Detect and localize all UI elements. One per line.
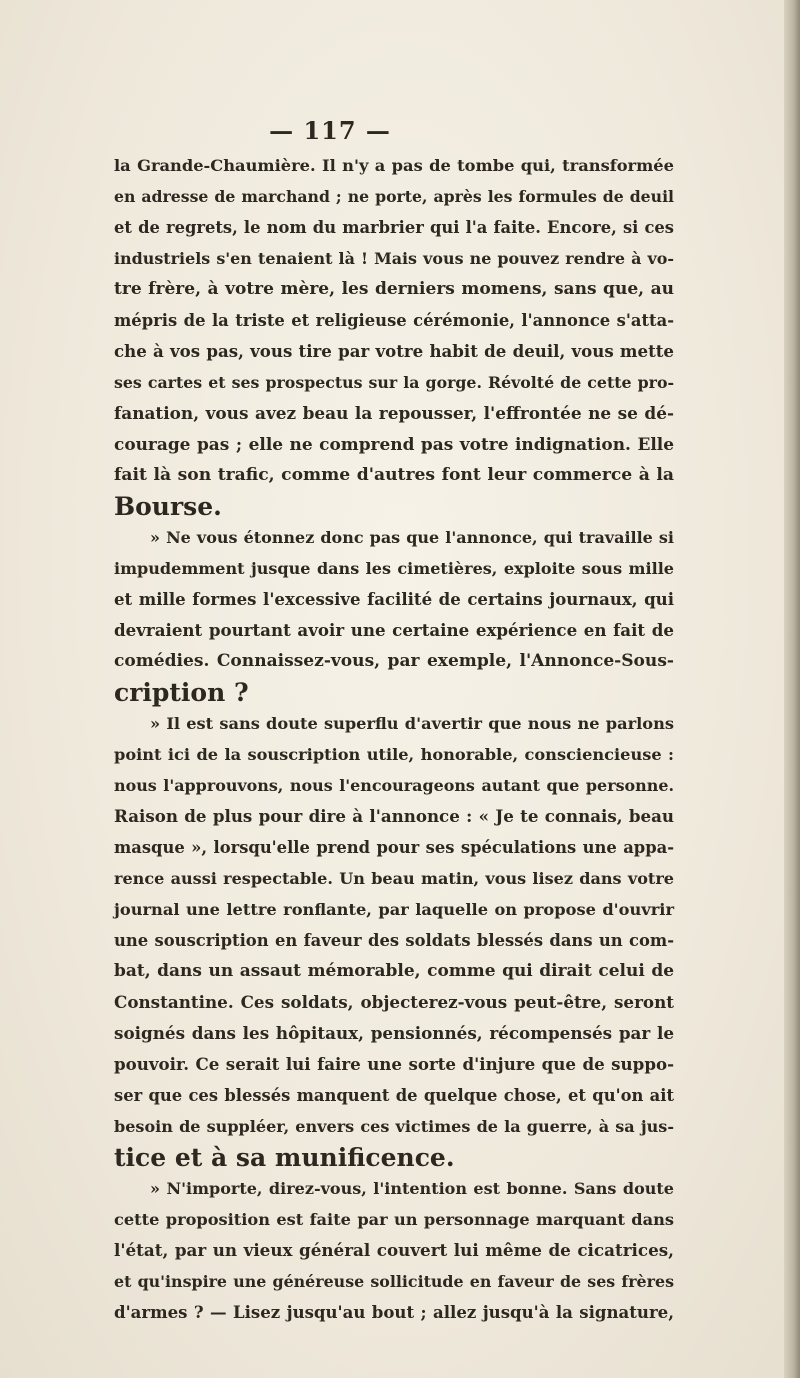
text-line: fait là son trafic, comme d'autres font leur commerce à la [114, 465, 674, 485]
text-line: et qu'inspire une généreuse sollicitude en faveur de ses frères [114, 1272, 674, 1291]
text-line: mépris de la triste et religieuse cérémonie, l'annonce s'atta- [114, 311, 674, 330]
text-line: tice et à sa munificence. [114, 1143, 455, 1172]
text-line: une souscription en faveur des soldats blessés dans un com- [114, 931, 674, 950]
text-line: cription ? [114, 678, 249, 707]
text-line: industriels s'en tenaient là ! Mais vous ne pouvez rendre à vo- [114, 249, 674, 268]
text-line: et mille formes l'excessive facilité de certains journaux, qui [114, 589, 674, 609]
text-line: cette proposition est faite par un personnage marquant dans [114, 1210, 674, 1229]
text-line: » Ne vous étonnez donc pas que l'annonce, qui travaille si [150, 528, 674, 547]
text-line: fanation, vous avez beau la repousser, l'effrontée ne se dé- [114, 403, 674, 423]
text-line: soignés dans les hôpitaux, pensionnés, récompensés par le [114, 1023, 674, 1043]
text-line: besoin de suppléer, envers ces victimes de la guerre, à sa jus- [114, 1117, 674, 1136]
text-line: nous l'approuvons, nous l'encourageons autant que personne. [114, 776, 674, 795]
text-line: ser que ces blessés manquent de quelque chose, et qu'on ait [114, 1086, 674, 1105]
text-line: la Grande-Chaumière. Il n'y a pas de tombe qui, transformée [114, 156, 674, 175]
text-line: pouvoir. Ce serait lui faire une sorte d'injure que de suppo- [114, 1054, 674, 1074]
text-line: courage pas ; elle ne comprend pas votre indignation. Elle [114, 434, 674, 454]
text-line: en adresse de marchand ; ne porte, après les formules de deuil [114, 187, 674, 206]
text-line: ses cartes et ses prospectus sur la gorge. Révolté de cette pro- [114, 373, 674, 392]
text-line: » N'importe, direz-vous, l'intention est bonne. Sans doute [150, 1179, 674, 1198]
text-line: et de regrets, le nom du marbrier qui l'a faite. Encore, si ces [114, 218, 674, 237]
text-line: » Il est sans doute superflu d'avertir que nous ne parlons [150, 714, 674, 733]
text-line: Constantine. Ces soldats, objecterez-vous peut-être, seront [114, 992, 674, 1012]
text-line: bat, dans un assaut mémorable, comme qui dirait celui de [114, 961, 674, 981]
body-text [114, 150, 674, 1328]
page-edge [784, 0, 800, 1378]
page-number: — 117 — [269, 116, 391, 145]
text-line: tre frère, à votre mère, les derniers momens, sans que, au [114, 279, 674, 299]
text-line: devraient pourtant avoir une certaine expérience en fait de [114, 620, 674, 640]
text-line: Raison de plus pour dire à l'annonce : « Je te connais, beau [114, 806, 674, 826]
text-line: che à vos pas, vous tire par votre habit de deuil, vous mette [114, 341, 674, 361]
text-line: point ici de la souscription utile, honorable, consciencieuse : [114, 745, 674, 764]
text-line: Bourse. [114, 492, 222, 521]
text-line: rence aussi respectable. Un beau matin, vous lisez dans votre [114, 869, 674, 888]
text-line: impudemment jusque dans les cimetières, exploite sous mille [114, 559, 674, 578]
text-line: journal une lettre ronflante, par laquelle on propose d'ouvrir [114, 900, 674, 919]
text-line: d'armes ? — Lisez jusqu'au bout ; allez jusqu'à la signature, [114, 1302, 674, 1322]
text-line: l'état, par un vieux général couvert lui même de cicatrices, [114, 1240, 674, 1260]
text-line: masque », lorsqu'elle prend pour ses spéculations une appa- [114, 838, 674, 857]
text-line: comédies. Connaissez-vous, par exemple, l'Annonce-Sous- [114, 651, 674, 671]
